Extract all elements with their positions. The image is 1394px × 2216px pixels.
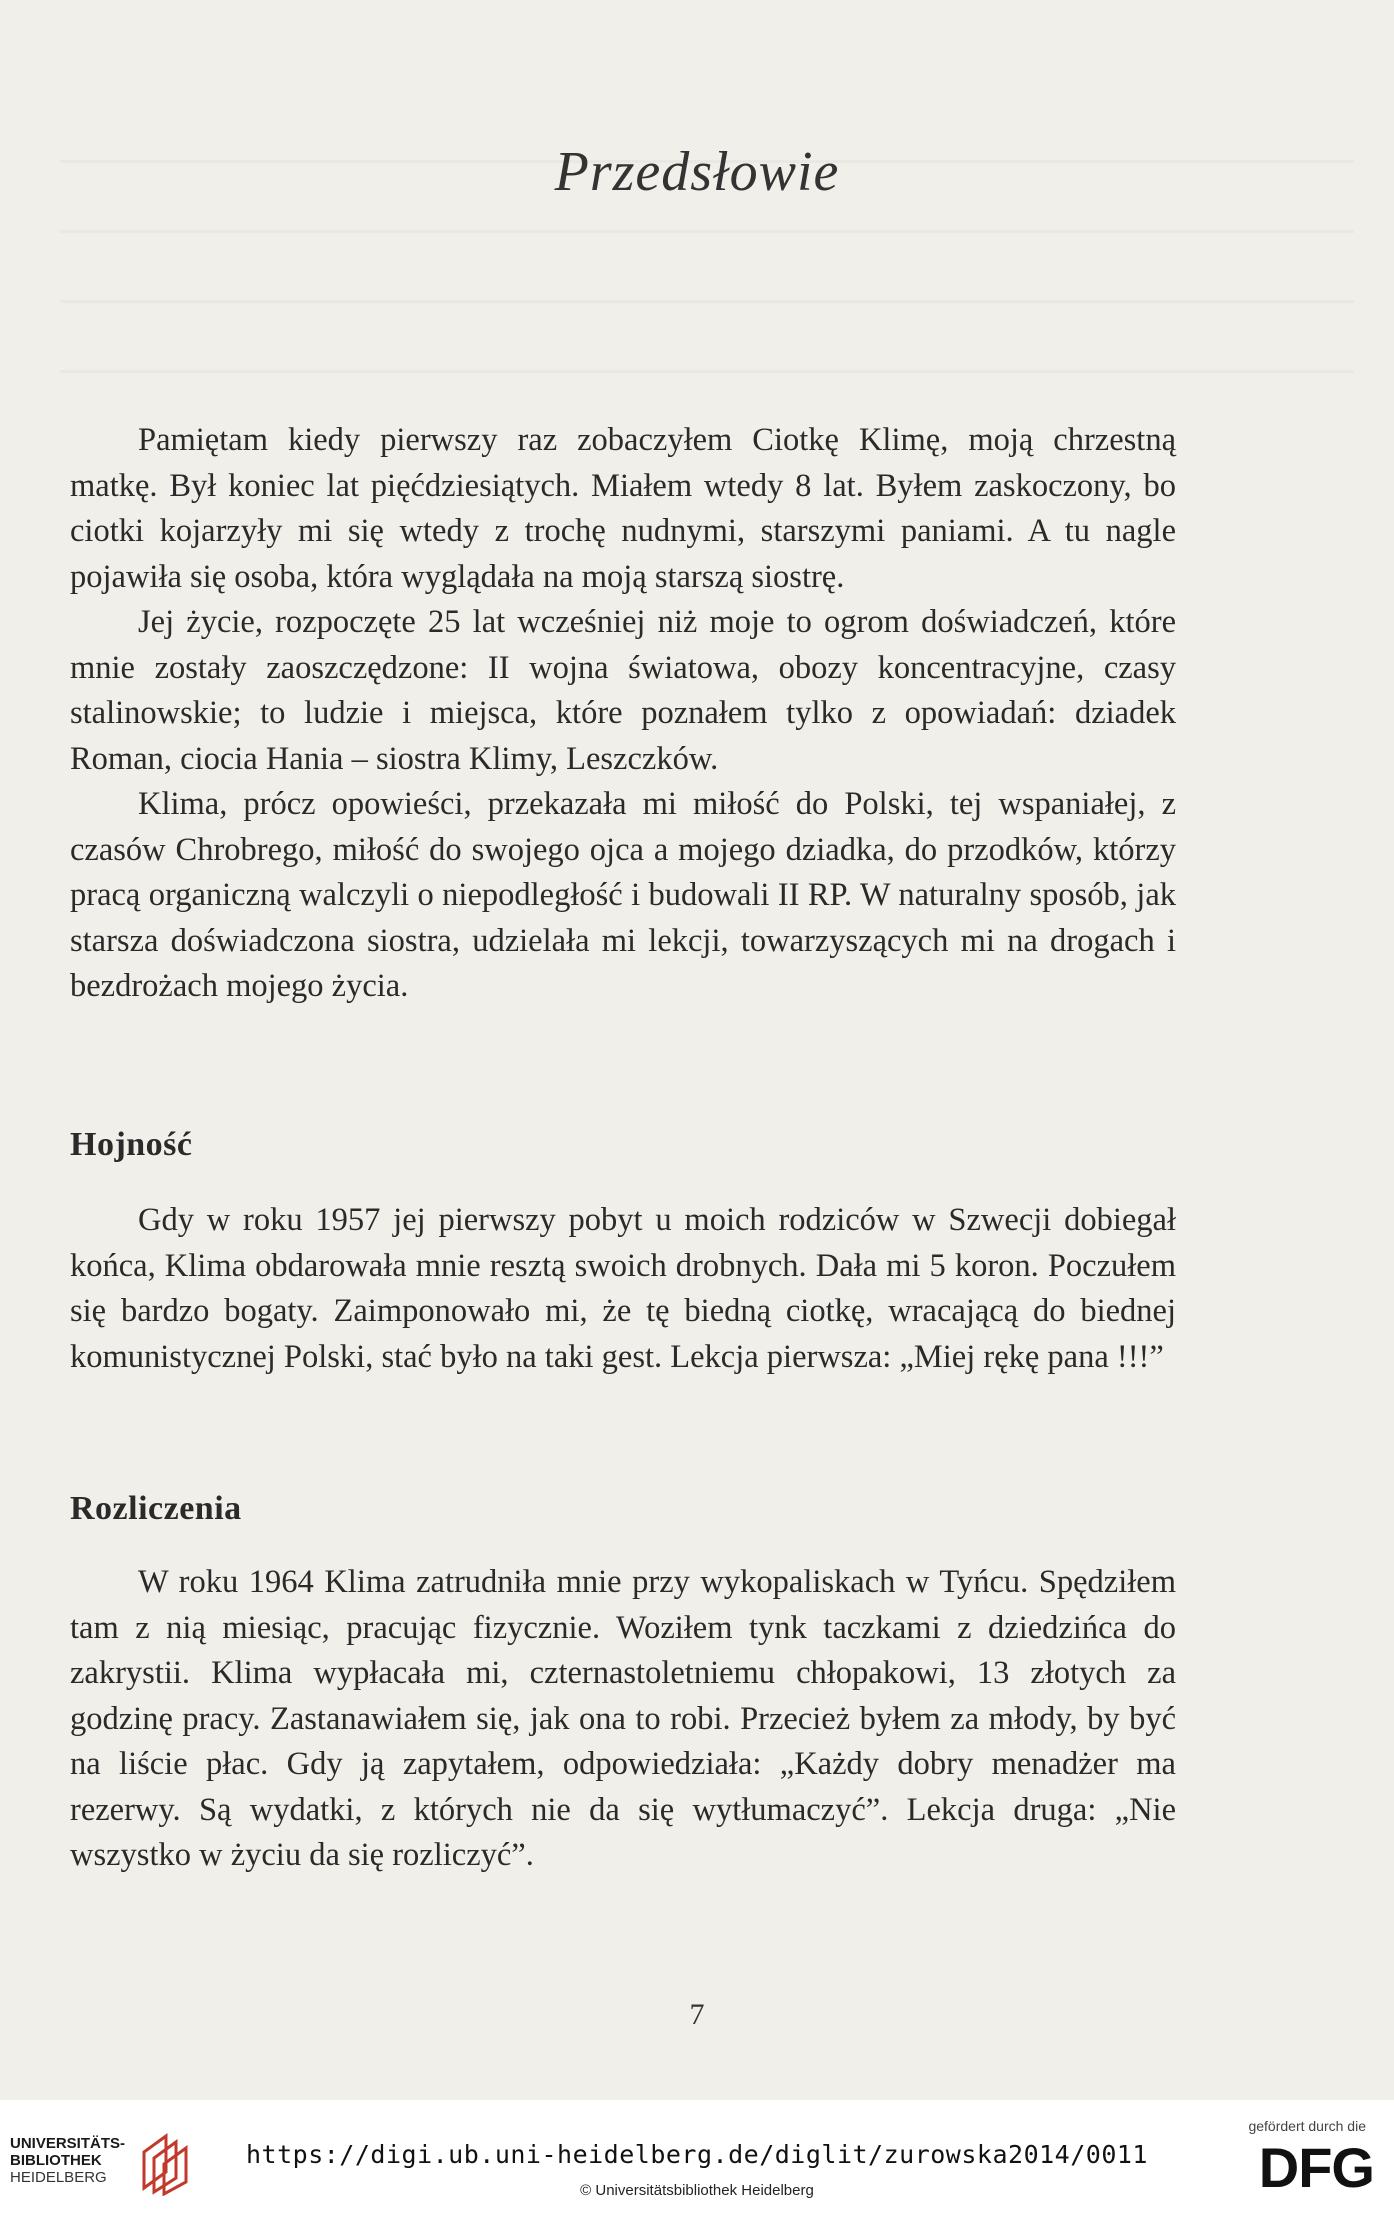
- section-hojnosc-text: [70, 1198, 1176, 1380]
- intro-text: [70, 418, 1176, 1010]
- funding-note: gefördert durch die: [1248, 2118, 1366, 2134]
- dfg-logo: DFG: [1258, 2136, 1374, 2199]
- page-number: 7: [689, 1998, 705, 2031]
- copyright-notice: © Universitätsbibliothek Heidelberg: [580, 2182, 814, 2199]
- library-name-line1: UNIVERSITÄTS-: [10, 2135, 126, 2152]
- paragraph: Jej życie, rozpoczęte 25 lat wcześniej niż moje to ogrom doświadczeń, które mnie zostały zaoszczędzone: II wojna światowa, obozy koncentracyjne, czasy stalinowskie; to ludzie i miejsca, które poznałem tylko z opowiadań: dziadek Roman, ciocia Hania – siostra Klimy, Leszczków.: [70, 604, 1176, 777]
- section-rozliczenia-text: [70, 1560, 1176, 1879]
- paragraph: Gdy w roku 1957 jej pierwszy pobyt u moich rodziców w Szwecji dobiegał końca, Klima obdarowała mnie resztą swoich drobnych. Dała mi 5 koron. Poczułem się bardzo bogaty. Zaimponowało mi, że tę biedną ciotkę, wracającą do biednej komunistycznej Polski, stać było na taki gest. Lekcja pierwsza: „Miej rękę pana !!!”: [70, 1202, 1176, 1375]
- paragraph: Pamiętam kiedy pierwszy raz zobaczyłem Ciotkę Klimę, moją chrzestną matkę. Był koniec lat pięćdziesiątych. Miałem wtedy 8 lat. Byłem zaskoczony, bo ciotki kojarzyły mi się wtedy z trochę nudnymi, starszymi paniami. A tu nagle pojawiła się osoba, która wyglądała na moją starszą siostrę.: [70, 422, 1176, 595]
- paragraph: Klima, prócz opowieści, przekazała mi miłość do Polski, tej wspaniałej, z czasów Chrobrego, miłość do swojego ojca a mojego dziadka, do przodków, którzy pracą organiczną walczyli o niepodległość i budowali II RP. W naturalny sposób, jak starsza doświadczona siostra, udzielała mi lekcji, towarzyszących mi na drogach i bezdrożach mojego życia.: [70, 786, 1176, 1004]
- library-name-line3: HEIDELBERG: [10, 2169, 107, 2186]
- library-name-line2: BIBLIOTHEK: [10, 2152, 102, 2169]
- section-heading-hojnosc: Hojność: [70, 1126, 193, 1163]
- section-heading-rozliczenia: Rozliczenia: [70, 1490, 242, 1527]
- permalink-url[interactable]: https://digi.ub.uni-heidelberg.de/diglit/zurowska2014/0011: [246, 2140, 1148, 2169]
- page-title: Przedsłowie: [554, 141, 840, 203]
- paragraph: W roku 1964 Klima zatrudniła mnie przy wykopaliskach w Tyńcu. Spędziłem tam z nią miesiąc, pracując fizycznie. Woziłem tynk taczkami z dziedzińca do zakrystii. Klima wypłacała mi, czternastoletniemu chłopakowi, 13 złotych za godzinę pracy. Zastanawiałem się, jak ona to robi. Przecież byłem za młody, by być na liście płac. Gdy ją zapytałem, odpowiedziała: „Każdy dobry menadżer ma rezerwy. Są wydatki, z których nie da się wytłumaczyć”. Lekcja druga: „Nie wszystko w życiu da się rozliczyć”.: [70, 1564, 1176, 1873]
- footer-bar: [0, 2100, 1394, 2216]
